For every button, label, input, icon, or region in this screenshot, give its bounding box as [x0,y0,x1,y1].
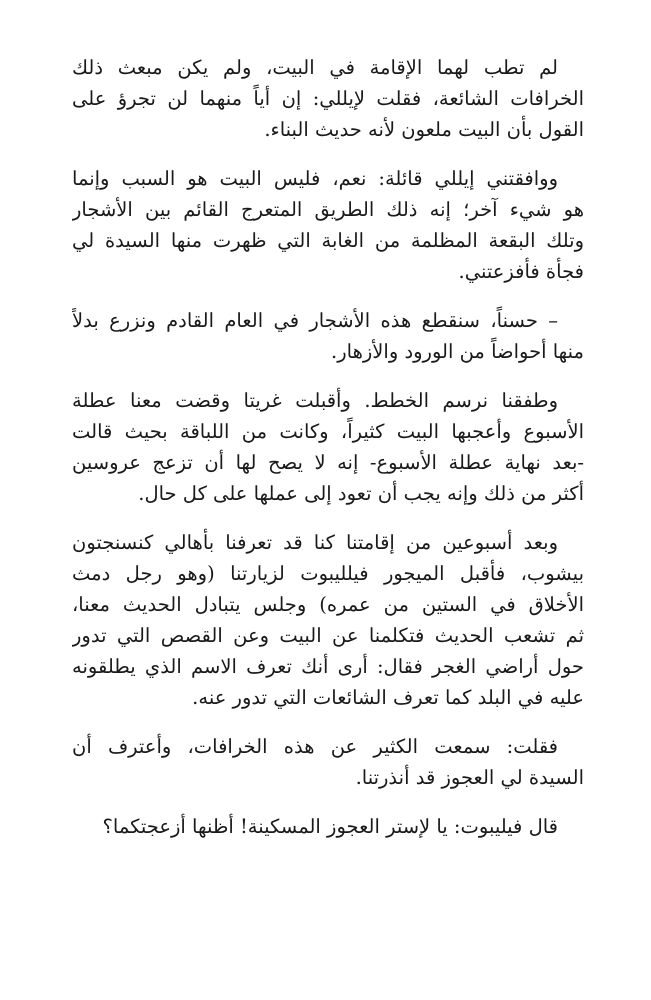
text-line: بيشوب، فأقبل الميجور فيلليبوت لزيارتنا (وهو رجل دمث [72,562,584,585]
paragraph-5 [72,527,584,713]
paragraph-6 [72,731,584,793]
text-line: عليه في البلد كما تعرف الشائعات التي تدور عنه. [192,686,584,709]
text-line: فقلت: سمعت الكثير عن هذه الخرافات، وأعترف أن [72,735,558,758]
paragraph-4 [72,385,584,509]
text-line: الأسبوع وأعجبها البيت كثيراً، وكانت من اللباقة بحيث قالت [72,420,584,443]
text-line: -بعد نهاية عطلة الأسبوع- إنه لا يصح لها أن تزعج عروسين [72,451,584,474]
text-line: فجأة فأفزعتني. [458,260,584,283]
text-line: قال فيليبوت: يا لإستر العجوز المسكينة! أظنها أزعجتكما؟ [102,815,558,838]
text-line: وتلك البقعة المظلمة من الغابة التي ظهرت منها السيدة لي [72,229,584,252]
text-line: الخرافات الشائعة، فقلت لإيللي: إن أياً منهما لن تجرؤ على [72,87,584,110]
document-page [72,52,584,842]
paragraph-1 [72,52,584,145]
text-line: هو شيء آخر؛ إنه ذلك الطريق المتعرج القائم بين الأشجار [72,198,584,221]
text-line: منها أحواضاً من الورود والأزهار. [331,340,584,363]
text-line: ووافقتني إيللي قائلة: نعم، فليس البيت هو السبب وإنما [72,167,558,190]
text-line: وبعد أسبوعين من إقامتنا كنا قد تعرفنا بأهالي كنسنجتون [72,531,558,554]
paragraph-3 [72,305,584,367]
text-line: لم تطب لهما الإقامة في البيت، ولم يكن مبعث ذلك [72,56,558,79]
text-line: أكثر من ذلك وإنه يجب أن تعود إلى عملها على كل حال. [138,482,584,505]
text-line: حول أراضي الغجر فقال: أرى أنك تعرف الاسم الذي يطلقونه [72,655,584,678]
paragraph-7 [72,811,584,842]
paragraph-2 [72,163,584,287]
text-line: السيدة لي العجوز قد أنذرتنا. [355,766,584,789]
text-line: القول بأن البيت ملعون لأنه حديث البناء. [264,118,584,141]
text-line: وطفقنا نرسم الخطط. وأقبلت غريتا وقضت معنا عطلة [72,389,558,412]
text-line: – حسناً، سنقطع هذه الأشجار في العام القادم ونزرع بدلاً [72,309,558,332]
text-line: ثم تشعب الحديث فتكلمنا عن البيت وعن القصص التي تدور [72,624,584,647]
text-line: الأخلاق في الستين من عمره) وجلس يتبادل الحديث معنا، [72,593,584,616]
